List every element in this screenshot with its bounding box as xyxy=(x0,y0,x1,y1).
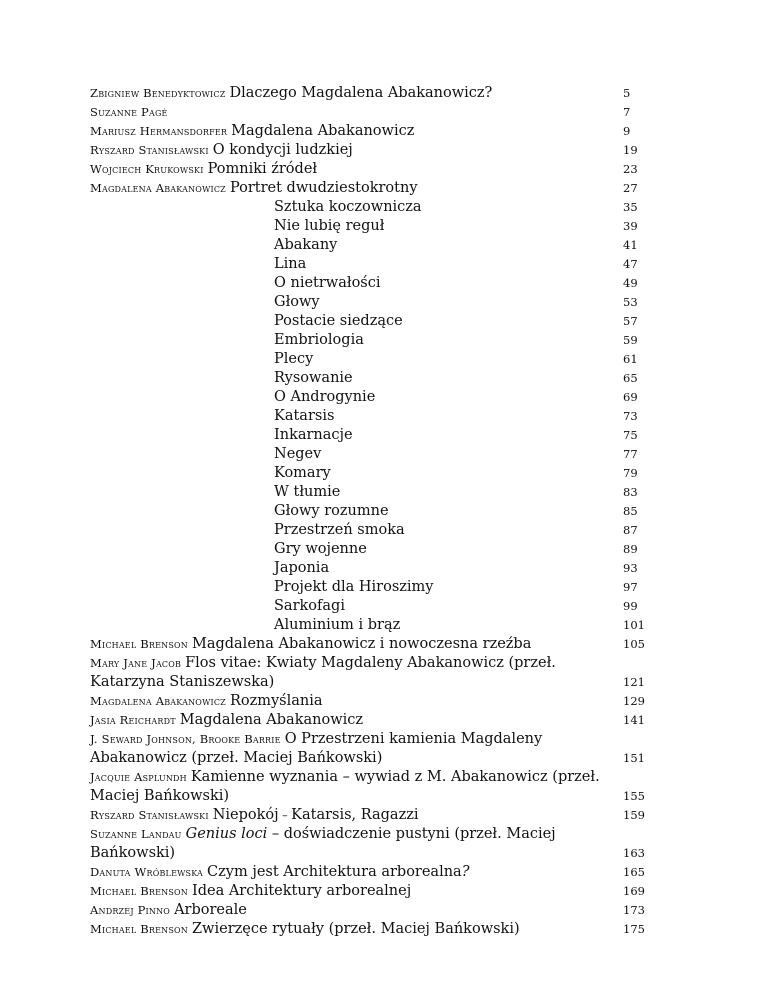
toc-entry xyxy=(90,654,645,692)
toc-title: Pomniki źródeł xyxy=(207,161,318,177)
toc-sub-entry xyxy=(90,331,645,350)
toc-title: Plecy xyxy=(274,351,314,367)
toc-title: Lina xyxy=(274,256,307,272)
toc-title: Embriologia xyxy=(274,332,364,348)
toc-sub-entry xyxy=(90,464,645,483)
toc-page-number: 75 xyxy=(623,428,638,442)
toc-page-number: 47 xyxy=(623,257,638,271)
toc-sub-entry xyxy=(90,312,645,331)
toc-page-number: 151 xyxy=(623,751,645,765)
toc-page-number: 73 xyxy=(623,409,638,423)
toc-entry xyxy=(90,768,645,806)
toc-entry xyxy=(90,84,645,103)
toc-sub-entry xyxy=(90,445,645,464)
toc-title: Gry wojenne xyxy=(274,541,367,557)
toc-entry xyxy=(90,103,645,122)
toc-title: Portret dwudziestokrotny xyxy=(229,180,418,196)
toc-sub-entry xyxy=(90,426,645,445)
toc-author: Michael Brenson xyxy=(90,922,188,936)
toc-author: Suzanne Pagé xyxy=(90,105,168,119)
toc-author: Magdalena Abakanowicz xyxy=(90,181,226,195)
toc-title: Magdalena Abakanowicz i nowoczesna rzeźba xyxy=(191,636,532,652)
toc-author: Michael Brenson xyxy=(90,884,188,898)
toc-page-number: 79 xyxy=(623,466,638,480)
toc-sub-entry xyxy=(90,369,645,388)
toc-entry xyxy=(90,882,645,901)
toc-title: Inkarnacje xyxy=(274,427,353,443)
toc-page-number: 65 xyxy=(623,371,638,385)
toc-entry xyxy=(90,160,645,179)
toc-title: Komary xyxy=(274,465,331,481)
toc-sub-entry xyxy=(90,521,645,540)
toc-author: Zbigniew Benedyktowicz xyxy=(90,86,226,100)
toc-sub-entry xyxy=(90,502,645,521)
toc-sub-entry xyxy=(90,255,645,274)
toc-page-number: 89 xyxy=(623,542,638,556)
toc-sub-entry xyxy=(90,407,645,426)
toc-title: Postacie siedzące xyxy=(274,313,403,329)
toc-title: Głowy rozumne xyxy=(274,503,389,519)
toc-author: Ryszard Stanisławski xyxy=(90,143,209,157)
toc-title: W tłumie xyxy=(274,484,341,500)
toc-sub-entry xyxy=(90,236,645,255)
toc-title: Przestrzeń smoka xyxy=(274,522,405,538)
toc-title-continued: Katarsis, Ragazzi xyxy=(291,807,419,823)
toc-title: Japonia xyxy=(274,560,330,576)
toc-title: Magdalena Abakanowicz xyxy=(179,712,363,728)
toc-page-number: 97 xyxy=(623,580,638,594)
toc-title: O Przestrzeni kamienia Magdaleny Abakanowicz (przeł. Maciej Bańkowski) xyxy=(90,731,543,766)
toc-page-number: 173 xyxy=(623,903,645,917)
toc-sub-entry xyxy=(90,578,645,597)
toc-page-number: 165 xyxy=(623,865,645,879)
toc-title: Niepokój xyxy=(212,807,279,823)
toc-title: Kamienne wyznania – wywiad z M. Abakanowicz (przeł. Maciej Bańkowski) xyxy=(90,769,600,804)
toc-title: O nietrwałości xyxy=(274,275,381,291)
toc-page-number: 83 xyxy=(623,485,638,499)
toc-page-number: 39 xyxy=(623,219,638,233)
toc-entry xyxy=(90,825,645,863)
toc-sub-entry xyxy=(90,274,645,293)
toc-page-number: 93 xyxy=(623,561,638,575)
toc-sub-entry xyxy=(90,350,645,369)
toc-sub-entry xyxy=(90,198,645,217)
toc-author: Ryszard Stanisławski xyxy=(90,808,209,822)
toc-page-number: 69 xyxy=(623,390,638,404)
toc-entry xyxy=(90,635,645,654)
toc-entry xyxy=(90,122,645,141)
toc-page-number: 101 xyxy=(623,618,645,632)
toc-author: Wojciech Krukowski xyxy=(90,162,204,176)
toc-sub-entry xyxy=(90,540,645,559)
toc-sub-entry xyxy=(90,616,645,635)
toc-page-number: 169 xyxy=(623,884,645,898)
toc-page-number: 41 xyxy=(623,238,638,252)
toc-author: Magdalena Abakanowicz xyxy=(90,694,226,708)
toc-title: Projekt dla Hiroszimy xyxy=(274,579,434,595)
toc-title: O kondycji ludzkiej xyxy=(212,142,353,158)
toc-sub-entry xyxy=(90,559,645,578)
toc-title: Negev xyxy=(274,446,322,462)
toc-sub-entry xyxy=(90,597,645,616)
toc-page-number: 57 xyxy=(623,314,638,328)
toc-entry xyxy=(90,711,645,730)
toc-title: Aluminium i brąz xyxy=(274,617,401,633)
toc-author: Mariusz Hermansdorfer xyxy=(90,124,228,138)
toc-page-number: 129 xyxy=(623,694,645,708)
toc-title: O Androgynie xyxy=(274,389,376,405)
toc-page-number: 61 xyxy=(623,352,638,366)
toc-entry xyxy=(90,901,645,920)
toc-title: Abakany xyxy=(274,237,338,253)
toc-page-number: 163 xyxy=(623,846,645,860)
toc-author: Mary Jane Jacob xyxy=(90,656,182,670)
toc-title: Katarsis xyxy=(274,408,335,424)
toc-title: Idea Architektury arborealnej xyxy=(191,883,412,899)
toc-sub-entry xyxy=(90,483,645,502)
toc-author: Suzanne Landau xyxy=(90,827,182,841)
toc-page-number: 53 xyxy=(623,295,638,309)
toc-title: Czym jest Architektura arborealna xyxy=(207,864,462,880)
toc-author: Andrzej Pinno xyxy=(90,903,171,917)
toc-page-number: 175 xyxy=(623,922,645,936)
toc-title: Sarkofagi xyxy=(274,598,345,614)
toc-author: Danuta Wróblewska xyxy=(90,865,204,879)
toc-sub-entry xyxy=(90,388,645,407)
toc-title-question-mark: ? xyxy=(461,864,470,880)
toc-author: Jasia Reichardt xyxy=(90,713,176,727)
toc-entry xyxy=(90,920,645,939)
toc-page-number: 85 xyxy=(623,504,638,518)
toc-page-number: 59 xyxy=(623,333,638,347)
toc-title: Sztuka koczownicza xyxy=(274,199,422,215)
toc-page-number: 121 xyxy=(623,675,645,689)
toc-page-number: 7 xyxy=(623,105,631,119)
toc-sub-entry xyxy=(90,293,645,312)
toc-title: Nie lubię reguł xyxy=(274,218,385,234)
toc-author: Michael Brenson xyxy=(90,637,188,651)
toc-entry xyxy=(90,730,645,768)
toc-title-italic: Genius loci xyxy=(185,826,268,842)
toc-title: – doświadczenie pustyni (przeł. Maciej Bańkowski) xyxy=(90,826,556,861)
toc-page-number: 155 xyxy=(623,789,645,803)
toc-author: Jacquie Asplundh xyxy=(90,770,187,784)
toc-author: J. Seward Johnson, Brooke Barrie xyxy=(90,732,281,746)
toc-page-number: 35 xyxy=(623,200,638,214)
toc-title-dash: – xyxy=(278,809,292,822)
toc-title: Flos vitae: Kwiaty Magdaleny Abakanowicz (przeł. Katarzyna Staniszewska) xyxy=(90,655,556,690)
toc-page-number: 9 xyxy=(623,124,631,138)
toc-title: Arboreale xyxy=(174,902,247,918)
toc-page-number: 87 xyxy=(623,523,638,537)
toc-page-number: 49 xyxy=(623,276,638,290)
toc-title: Rysowanie xyxy=(274,370,353,386)
toc-page-number: 105 xyxy=(623,637,645,651)
toc-page-number: 19 xyxy=(623,143,638,157)
toc-title: Dlaczego Magdalena Abakanowicz? xyxy=(229,85,493,101)
toc-entry xyxy=(90,692,645,711)
toc-title: Magdalena Abakanowicz xyxy=(231,123,415,139)
toc-title: Rozmyślania xyxy=(229,693,323,709)
toc-page-number: 27 xyxy=(623,181,638,195)
toc-page-number: 5 xyxy=(623,86,631,100)
toc-title: Zwierzęce rytuały (przeł. Maciej Bańkowski) xyxy=(191,921,520,937)
toc-entry xyxy=(90,179,645,198)
toc-entry xyxy=(90,141,645,160)
toc-page-number: 99 xyxy=(623,599,638,613)
toc-entry xyxy=(90,806,645,825)
toc-sub-entry xyxy=(90,217,645,236)
toc-page-number: 23 xyxy=(623,162,638,176)
toc-page-number: 141 xyxy=(623,713,645,727)
toc-page-number: 159 xyxy=(623,808,645,822)
table-of-contents xyxy=(90,84,645,939)
toc-entry xyxy=(90,863,645,882)
toc-title: Głowy xyxy=(274,294,320,310)
toc-page-number: 77 xyxy=(623,447,638,461)
